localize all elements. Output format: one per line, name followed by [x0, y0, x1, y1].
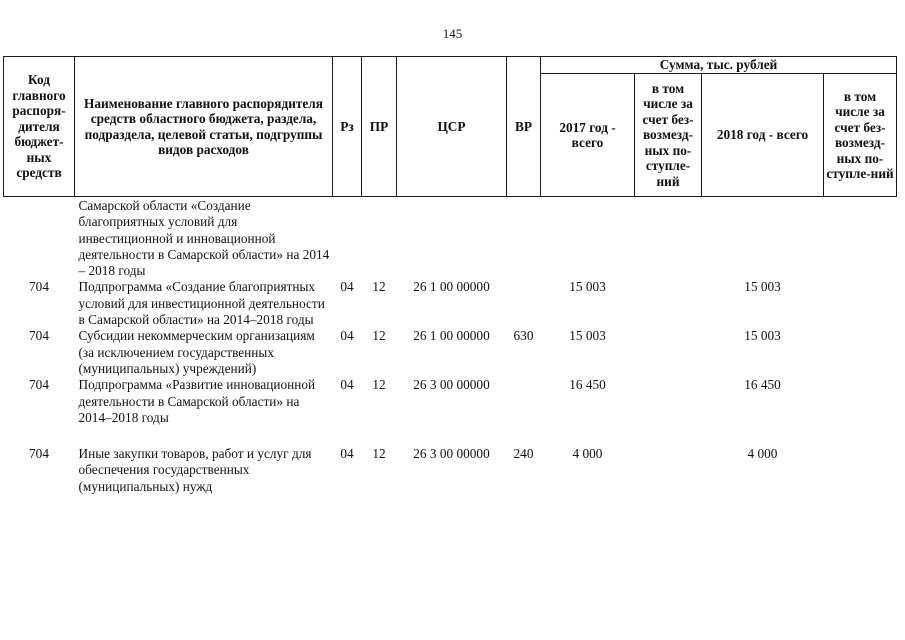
cell-code: 704 — [29, 377, 49, 393]
header-sum-2018-free: в том числе за счет без-возмезд-ных по-ступле-ний — [824, 74, 897, 197]
cell-pr: 12 — [372, 328, 386, 344]
header-code: Код главного распоря-дителя бюджет-ных средств — [4, 57, 75, 197]
cell-vr — [507, 377, 541, 426]
cell-pr: 12 — [372, 279, 386, 295]
table-row — [4, 446, 897, 495]
header-rz: Рз — [333, 57, 362, 197]
header-name: Наименование главного распорядителя средств областного бюджета, раздела, подраздела, целевой статьи, подгруппы видов расходов — [75, 57, 333, 197]
page-number: 145 — [442, 26, 463, 41]
cell-sum-2017: 15 003 — [569, 328, 606, 344]
cell-sum-2018: 15 003 — [744, 279, 781, 295]
table-row — [4, 377, 897, 426]
cell-csr — [397, 197, 507, 280]
table-header — [4, 57, 897, 197]
cell-sum-2018: 16 450 — [744, 377, 781, 393]
table-row — [4, 197, 897, 280]
cell-free-2017 — [635, 328, 702, 377]
cell-free-2018 — [824, 279, 897, 328]
cell-sum-2018 — [702, 197, 824, 280]
cell-rz: 04 — [340, 446, 354, 462]
table-row — [4, 328, 897, 377]
cell-name: Субсидии некоммерческим организациям (за исключением государственных (муниципальных) учреждений) — [78, 328, 315, 376]
cell-csr: 26 1 00 00000 — [413, 279, 490, 295]
cell-csr: 26 3 00 00000 — [413, 446, 490, 462]
cell-free-2018 — [824, 446, 897, 495]
header-sum-2017-total: 2017 год - всего — [541, 74, 635, 197]
header-vr: ВР — [507, 57, 541, 197]
cell-pr: 12 — [372, 446, 386, 462]
cell-sum-2018: 15 003 — [744, 328, 781, 344]
cell-vr: 630 — [513, 328, 534, 344]
cell-pr: 12 — [372, 377, 386, 393]
cell-free-2018 — [824, 328, 897, 377]
budget-table — [3, 56, 897, 495]
cell-vr: 240 — [513, 446, 534, 462]
cell-rz: 04 — [340, 328, 354, 344]
cell-free-2017 — [635, 197, 702, 280]
header-csr: ЦСР — [397, 57, 507, 197]
cell-code — [4, 197, 75, 280]
cell-csr: 26 3 00 00000 — [413, 377, 490, 393]
spacer-cell — [4, 426, 897, 446]
cell-name: Подпрограмма «Развитие инновационной деятельности в Самарской области» на 2014–2018 годы — [78, 377, 316, 425]
cell-free-2017 — [635, 279, 702, 328]
table-row — [4, 279, 897, 328]
cell-sum-2017: 4 000 — [572, 446, 603, 462]
cell-sum-2018: 4 000 — [747, 446, 778, 462]
cell-code: 704 — [29, 328, 49, 344]
row-spacer — [4, 426, 897, 446]
cell-sum-2017 — [541, 197, 635, 280]
cell-rz: 04 — [340, 377, 354, 393]
cell-code: 704 — [29, 279, 49, 295]
cell-name: Подпрограмма «Создание благоприятных условий для инвестиционной деятельности в Самарской области» на 2014–2018 годы — [78, 279, 325, 328]
cell-sum-2017: 16 450 — [569, 377, 606, 393]
cell-free-2018 — [824, 377, 897, 426]
cell-name: Самарской области «Создание благоприятных условий для инвестиционной и инновационной деятельности в Самарской области» на 2014 – 2018 годы — [78, 198, 330, 279]
header-sum-2017-free: в том числе за счет без-возмезд-ных по-ступле-ний — [635, 74, 702, 197]
cell-rz — [333, 197, 362, 280]
cell-name: Иные закупки товаров, работ и услуг для обеспечения государственных (муниципальных) нужд — [78, 446, 312, 494]
header-pr: ПР — [362, 57, 397, 197]
header-sum-group: Сумма, тыс. рублей — [541, 57, 897, 74]
cell-free-2017 — [635, 446, 702, 495]
cell-vr — [507, 279, 541, 328]
cell-free-2017 — [635, 377, 702, 426]
cell-csr: 26 1 00 00000 — [413, 328, 490, 344]
cell-free-2018 — [824, 197, 897, 280]
cell-sum-2017: 15 003 — [569, 279, 606, 295]
cell-vr — [507, 197, 541, 280]
cell-code: 704 — [29, 446, 49, 462]
cell-rz: 04 — [340, 279, 354, 295]
cell-pr — [362, 197, 397, 280]
header-sum-2018-total: 2018 год - всего — [702, 74, 824, 197]
